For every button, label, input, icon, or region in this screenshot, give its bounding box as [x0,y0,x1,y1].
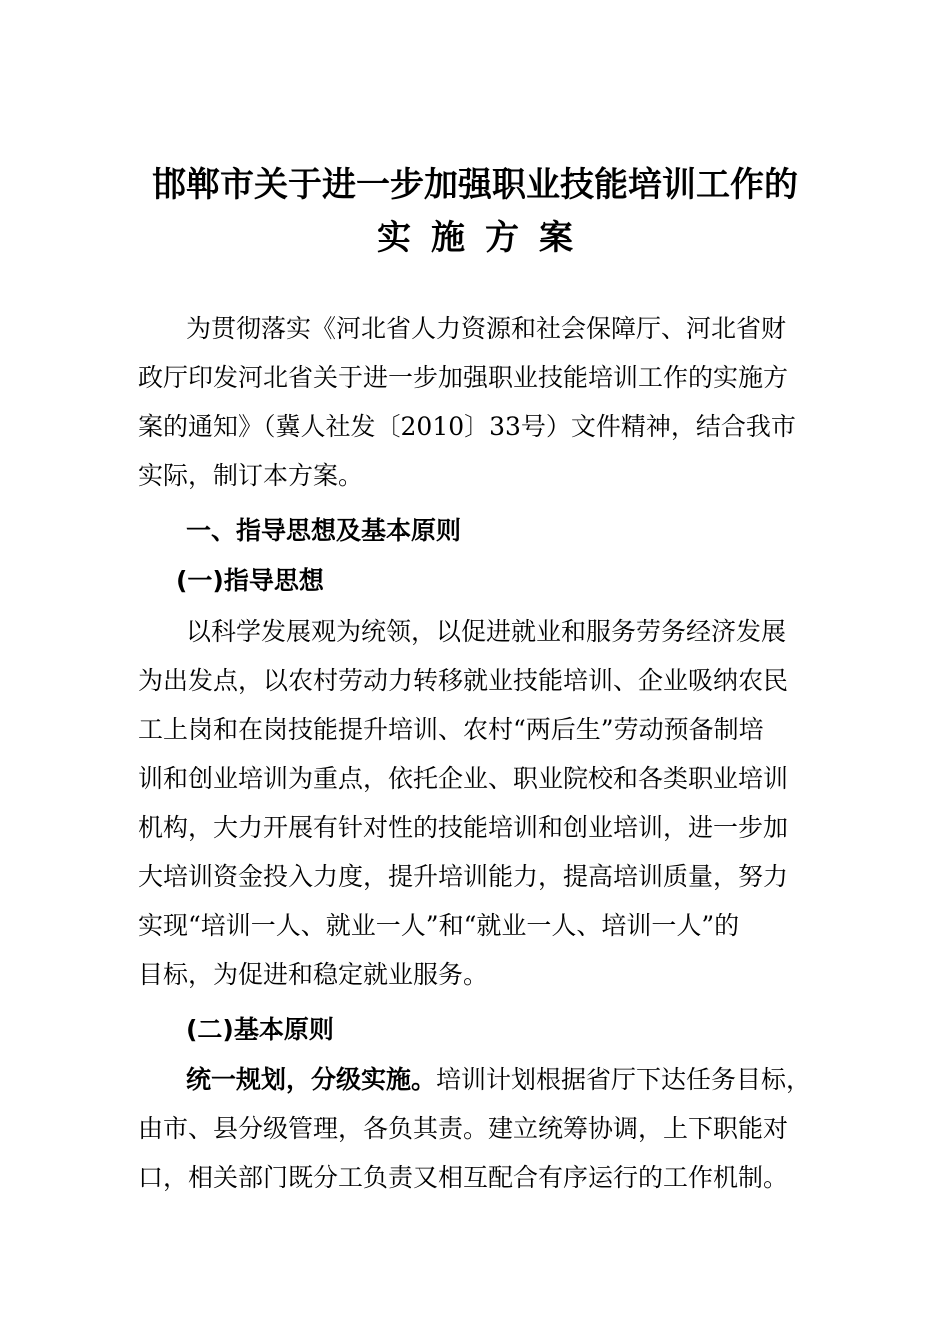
principle-1-line-2: 由市、县分级管理，各负其责。建立统筹协调，上下职能对 [138,1114,789,1143]
section-1-heading: 一、指导思想及基本原则 [186,516,462,545]
subsection-1-heading: (一)指导思想 [176,566,324,595]
principle-1-line-3: 口，相关部门既分工负责又相互配合有序运行的工作机制。 [138,1163,789,1192]
principle-1-line-1-rest: 培训计划根据省厅下达任务目标， [436,1065,812,1094]
guiding-line-2: 为出发点，以农村劳动力转移就业技能培训、企业吸纳农民 [138,666,789,695]
subsection-2-heading: (二)基本原则 [186,1015,334,1044]
document-title-line-1: 邯郸市关于进一步加强职业技能培训工作的 [152,165,798,205]
principle-1-line-1 [186,1055,866,1104]
guiding-line-1: 以科学发展观为统领，以促进就业和服务劳务经济发展 [186,617,787,646]
guiding-line-3: 工上岗和在岗技能提升培训、农村“两后生”劳动预备制培 [138,715,764,744]
guiding-line-6: 大培训资金投入力度，提升培训能力，提高培训质量，努力 [138,862,789,891]
intro-line-3: 案的通知》（冀人社发〔2010〕33号）文件精神，结合我市 [138,412,796,441]
principle-1-lead: 统一规划，分级实施。 [186,1065,437,1094]
guiding-line-5: 机构，大力开展有针对性的技能培训和创业培训，进一步加 [138,813,789,842]
intro-line-1: 为贯彻落实《河北省人力资源和社会保障厅、河北省财 [186,314,787,343]
intro-line-4: 实际，制订本方案。 [138,461,364,490]
guiding-line-8: 目标，为促进和稳定就业服务。 [138,960,489,989]
intro-line-2: 政厅印发河北省关于进一步加强职业技能培训工作的实施方 [138,363,789,392]
guiding-line-4: 训和创业培训为重点，依托企业、职业院校和各类职业培训 [138,764,789,793]
document-title-line-2: 实施方案 [377,218,593,258]
guiding-line-7: 实现“培训一人、就业一人”和“就业一人、培训一人”的 [138,911,740,940]
